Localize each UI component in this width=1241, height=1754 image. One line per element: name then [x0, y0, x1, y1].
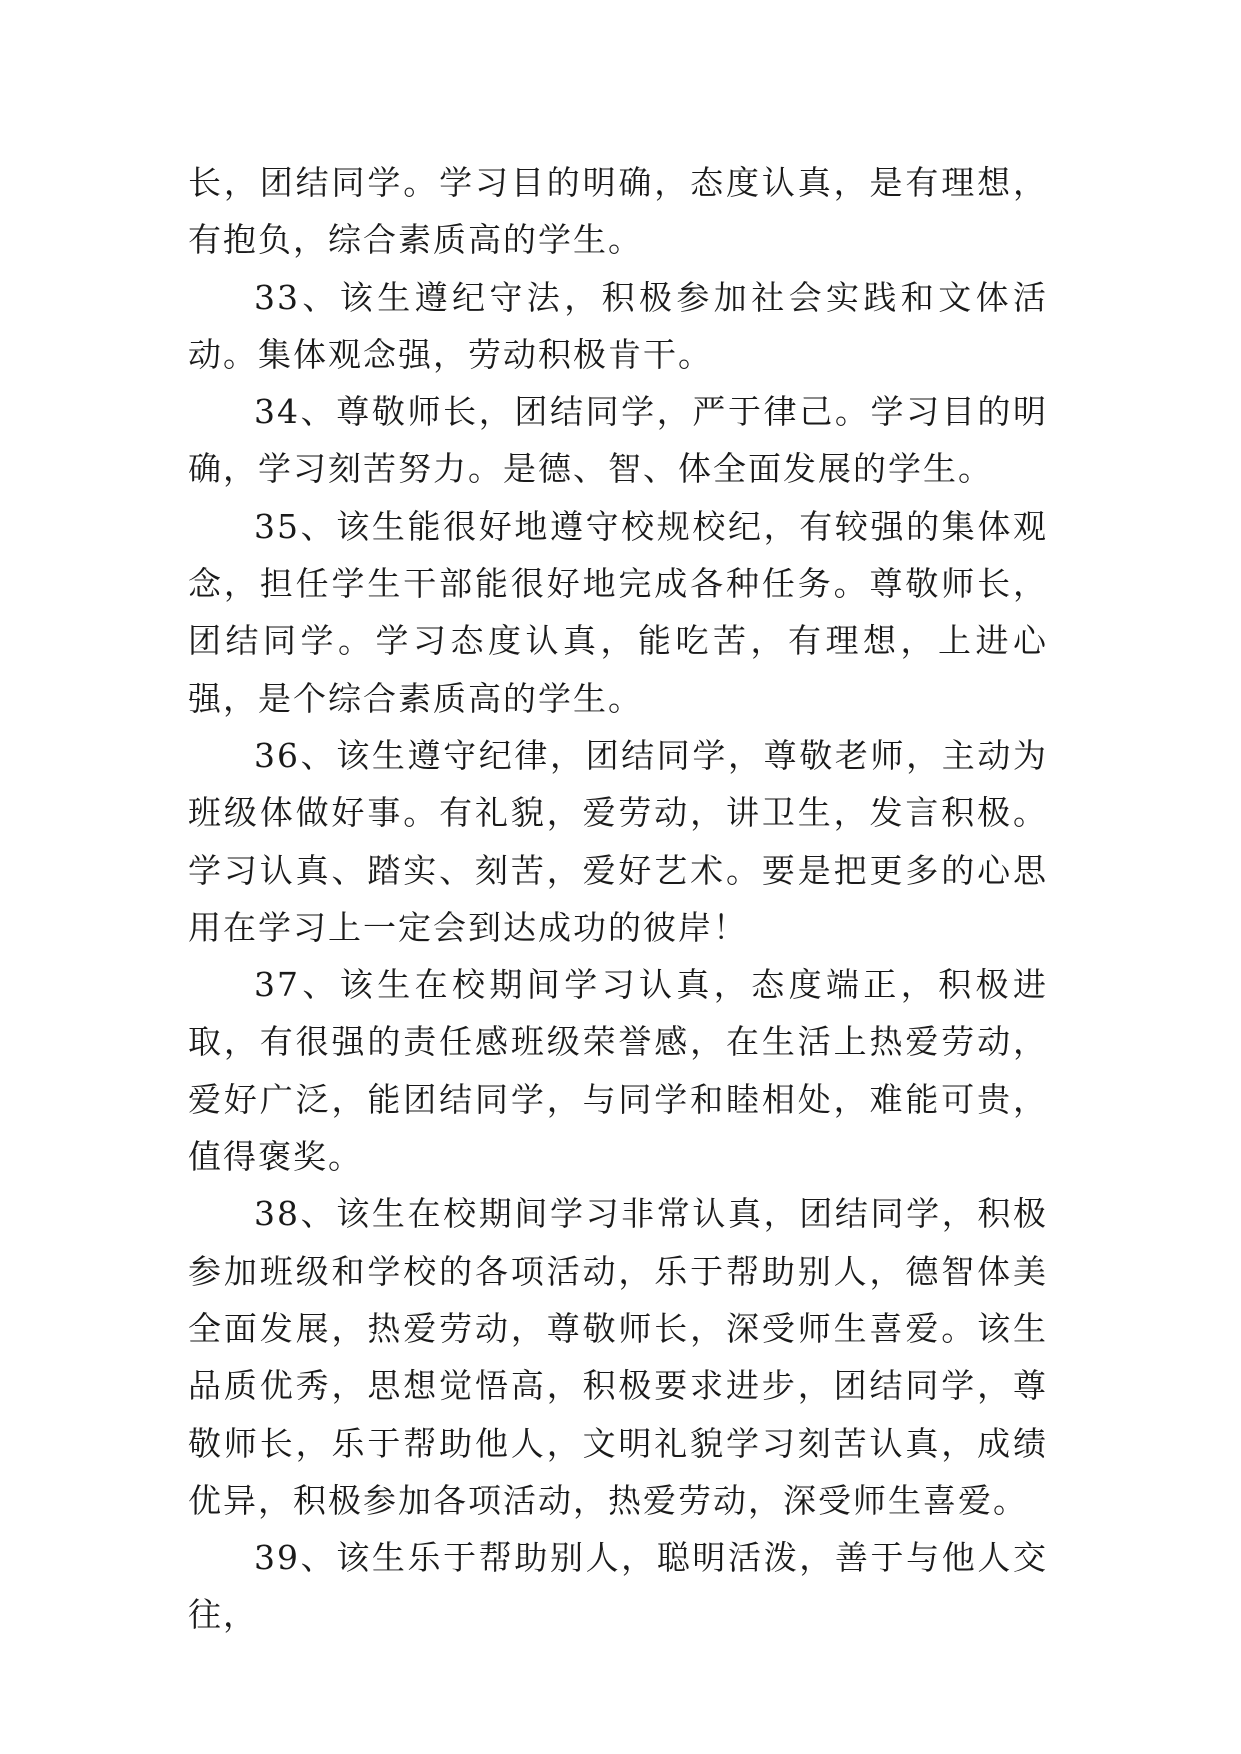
paragraph-38: 38、该生在校期间学习非常认真，团结同学，积极参加班级和学校的各项活动，乐于帮助别人，德智体美全面发展，热爱劳动，尊敬师长，深受师生喜爱。该生品质优秀，思想觉悟高，积极要求进步，团结同学，尊敬师长，乐于帮助他人，文明礼貌学习刻苦认真，成绩优异，积极参加各项活动，热爱劳动，深受师生喜爱。	[188, 1194, 1048, 1520]
paragraph-39: 39、该生乐于帮助别人，聪明活泼，善于与他人交往，	[188, 1538, 1048, 1635]
paragraph-36: 36、该生遵守纪律，团结同学，尊敬老师，主动为班级体做好事。有礼貌，爱劳动，讲卫生，发言积极。学习认真、踏实、刻苦，爱好艺术。要是把更多的心思用在学习上一定会到达成功的彼岸！	[188, 735, 1048, 947]
paragraph-continuation: 长，团结同学。学习目的明确，态度认真，是有理想，有抱负，综合素质高的学生。	[188, 163, 1048, 260]
paragraph-37: 37、该生在校期间学习认真，态度端正，积极进取，有很强的责任感班级荣誉感，在生活上热爱劳动，爱好广泛，能团结同学，与同学和睦相处，难能可贵，值得褒奖。	[188, 965, 1048, 1177]
paragraph-34: 34、尊敬师长，团结同学，严于律己。学习目的明确，学习刻苦努力。是德、智、体全面发展的学生。	[188, 392, 1048, 489]
document-body	[188, 154, 1048, 1644]
paragraph-33: 33、该生遵纪守法，积极参加社会实践和文体活动。集体观念强，劳动积极肯干。	[188, 277, 1048, 374]
paragraph-35: 35、该生能很好地遵守校规校纪，有较强的集体观念，担任学生干部能很好地完成各种任务。尊敬师长，团结同学。学习态度认真，能吃苦，有理想，上进心强，是个综合素质高的学生。	[188, 506, 1048, 718]
